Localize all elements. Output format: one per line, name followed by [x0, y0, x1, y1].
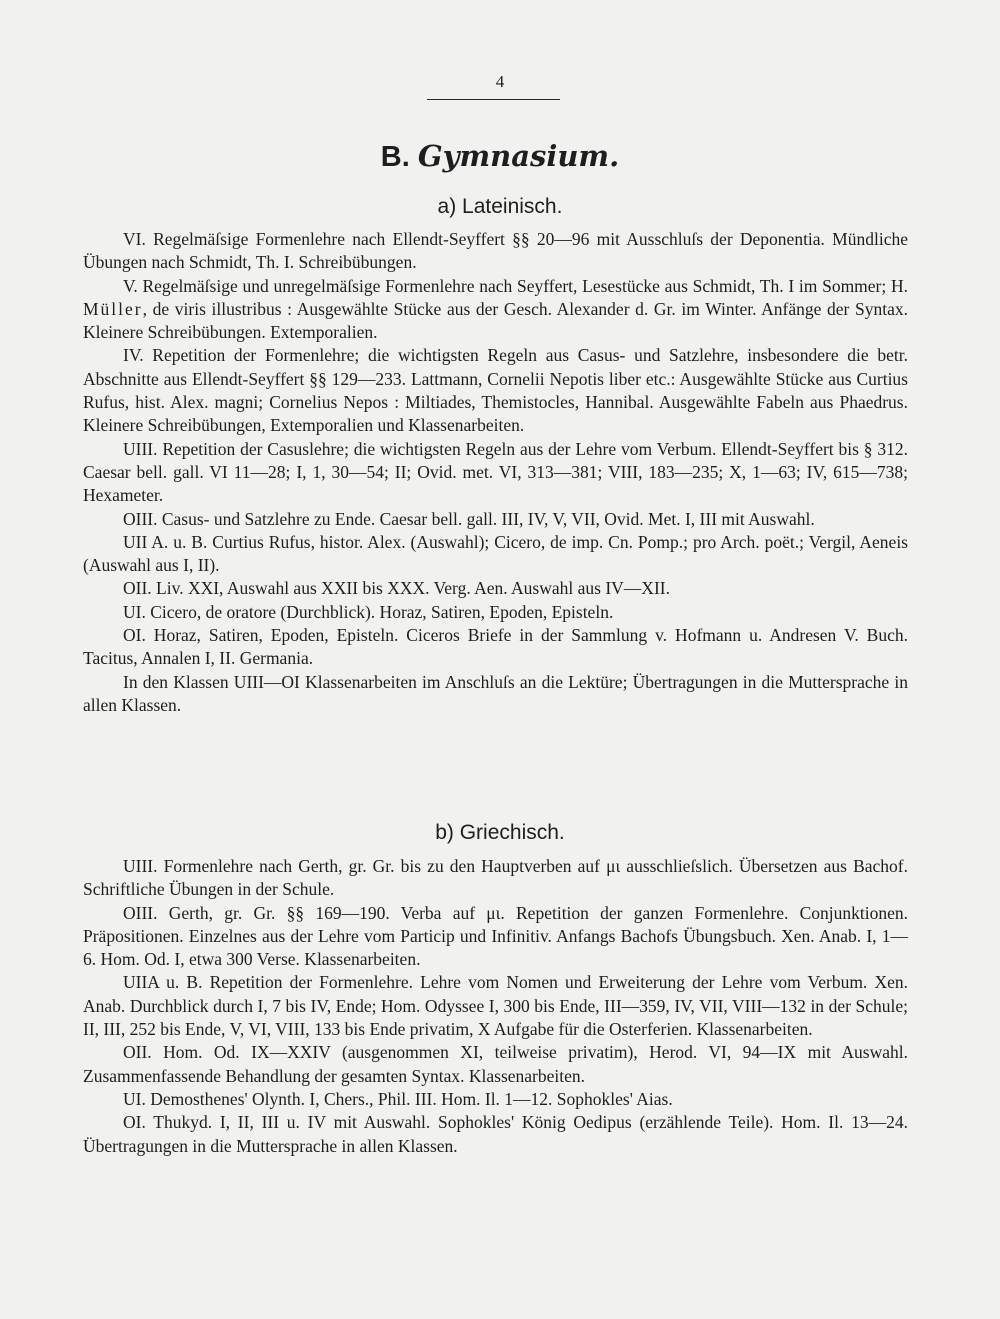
latin-paragraph-oii: OII. Liv. XXI, Auswahl aus XXII bis XXX. Verg. Aen. Auswahl aus IV—XII. [123, 578, 670, 599]
section-title [0, 138, 1000, 175]
greek-paragraph-ui: UI. Demosthenes' Olynth. I, Chers., Phil. III. Hom. Il. 1—12. Sophokles' Aias. [123, 1088, 673, 1109]
greek-paragraph-uii: UIIA u. B. Repetition der Formenlehre. Lehre vom Nomen und Erweiterung der Lehre vom Verbum. Xen. Anab. Durchblick durch I, 7 bis IV, Ende; Hom. Odyssee I, 300 bis Ende, III—359, IV, VII, VIII—132 in der Schule; II, III, 252 bis Ende, V, VI, VIII, 133 bis Ende privatim, X Aufgabe für die Osterferien. Klassenarbeiten. [83, 972, 908, 1040]
author-mueller: Müller [83, 298, 143, 319]
latin-paragraph-ui: UI. Cicero, de oratore (Durchblick). Horaz, Satiren, Epoden, Episteln. [123, 601, 614, 622]
greek-paragraph-oi: OI. Thukyd. I, II, III u. IV mit Auswahl. Sophokles' König Oedipus (erzählende Teile). Hom. Il. 13—24. Übertragungen in die Muttersprache in allen Klassen. [83, 1112, 908, 1156]
latin-paragraph-uii: UII A. u. B. Curtius Rufus, histor. Alex. (Auswahl); Cicero, de imp. Cn. Pomp.; pro Arch. poët.; Vergil, Aeneis (Auswahl aus I, II). [83, 531, 908, 576]
greek-paragraph-oii: OII. Hom. Od. IX—XXIV (ausgenommen XI, teilweise privatim), Herod. VI, 94—IX mit Auswahl. Zusammenfassende Behandlung der gesamten Syntax. Klassenarbeiten. [83, 1042, 908, 1086]
greek-heading: b) Griechisch. [435, 821, 565, 844]
page-number: 4 [495, 72, 505, 91]
latin-section [83, 228, 908, 717]
latin-paragraph-oi: OI. Horaz, Satiren, Epoden, Episteln. Ciceros Briefe in der Sammlung v. Hofmann u. Andresen V. Buch. Tacitus, Annalen I, II. Germania. [83, 625, 908, 669]
latin-paragraph-oiii: OIII. Casus- und Satzlehre zu Ende. Caesar bell. gall. III, IV, V, VII, Ovid. Met. I, III mit Auswahl. [123, 508, 815, 529]
latin-paragraph-vi: VI. Regelmäſsige Formenlehre nach Ellendt-Seyffert §§ 20—96 mit Ausschluſs der Deponentia. Mündliche Übungen nach Schmidt, Th. I. Schreibübungen. [83, 229, 908, 273]
latin-paragraph-v [83, 275, 908, 345]
section-name: Gymnasium. [417, 139, 620, 173]
greek-section [83, 855, 908, 1158]
latin-paragraph-general: In den Klassen UIII—OI Klassenarbeiten im Anschluſs an die Lektüre; Übertragungen in die Muttersprache in allen Klassen. [83, 671, 908, 715]
latin-paragraph-v-end: , de viris illustribus : Ausgewählte Stücke aus der Gesch. Alexander d. Gr. im Winter. Anfänge der Syntax. Kleinere Schreibübungen. Extemporalien. [83, 298, 908, 343]
latin-paragraph-v-start: V. Regelmäſsige und unregelmäſsige Formenlehre nach Seyffert, Lesestücke aus Schmidt, Th. I im Sommer; H. [123, 275, 908, 296]
latin-paragraph-iv: IV. Repetition der Formenlehre; die wichtigsten Regeln aus Casus- und Satzlehre, insbesondere die betr. Abschnitte aus Ellendt-Seyffert §§ 129—233. Lattmann, Cornelii Nepotis liber etc.: Ausgewählte Stücke aus Curtius Rufus, hist. Alex. magni; Cornelius Nepos : Miltiades, Themistocles, Hannibal. Ausgewählte Fabeln aus Phaedrus. Kleinere Schreibübungen, Extemporalien und Klassenarbeiten. [83, 345, 908, 436]
header-rule [427, 99, 560, 100]
greek-paragraph-uiii: UIII. Formenlehre nach Gerth, gr. Gr. bis zu den Hauptverben auf μι ausschlieſslich. Übersetzen aus Bachof. Schriftliche Übungen in der Schule. [83, 856, 908, 900]
section-letter: B. [380, 141, 410, 173]
greek-paragraph-oiii: OIII. Gerth, gr. Gr. §§ 169—190. Verba auf μι. Repetition der ganzen Formenlehre. Conjunktionen. Präpositionen. Einzelnes aus der Lehre vom Particip und Infinitiv. Anfangs Bachofs Übungsbuch. Xen. Anab. I, 1—6. Hom. Od. I, etwa 300 Verse. Klassenarbeiten. [83, 902, 908, 970]
latin-heading: a) Lateinisch. [437, 195, 563, 218]
latin-paragraph-uiii: UIII. Repetition der Casuslehre; die wichtigsten Regeln aus der Lehre vom Verbum. Ellendt-Seyffert bis § 312. Caesar bell. gall. VI 11—28; I, 1, 30—54; II; Ovid. met. VI, 313—381; VIII, 183—235; X, 1—63; IV, 615—738; Hexameter. [83, 438, 908, 506]
